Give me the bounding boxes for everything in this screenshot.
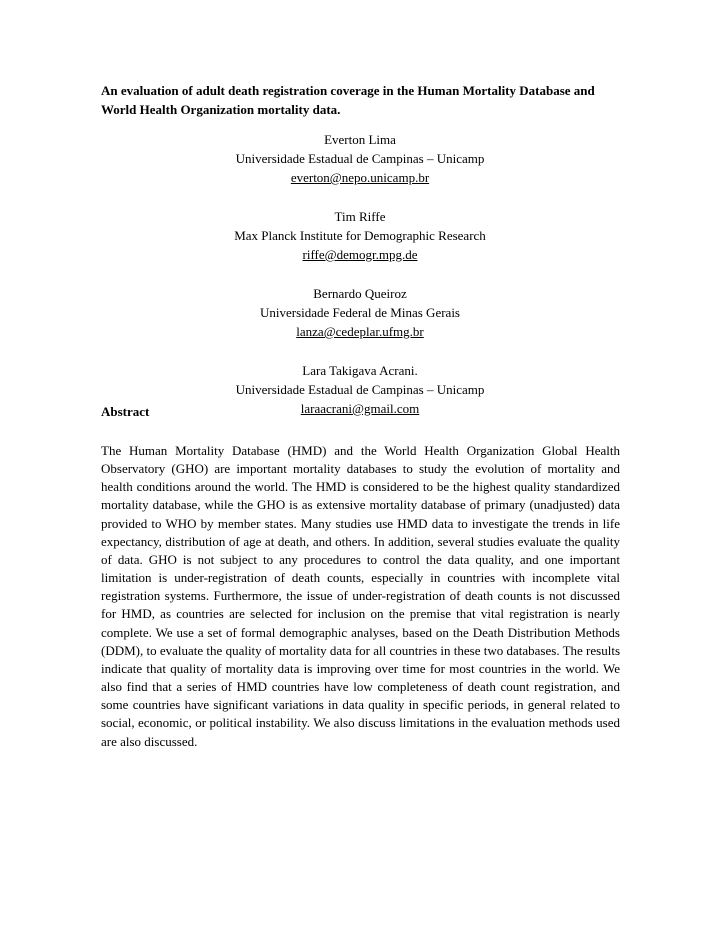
author-block-3 [0, 284, 720, 341]
author-affiliation: Universidade Estadual de Campinas – Unicamp [235, 151, 485, 166]
author-affiliation: Universidade Estadual de Campinas – Unicamp [235, 382, 485, 397]
author-affiliation: Max Planck Institute for Demographic Research [234, 228, 486, 243]
author-email-link[interactable]: everton@nepo.unicamp.br [290, 170, 430, 185]
author-name: Lara Takigava Acrani. [302, 363, 418, 378]
paper-title: An evaluation of adult death registration coverage in the Human Mortality Database and World Health Organization mortality data. [101, 83, 595, 117]
author-email-link[interactable]: laraacrani@gmail.com [300, 401, 420, 416]
author-block-2 [0, 207, 720, 264]
author-name: Bernardo Queiroz [313, 286, 407, 301]
abstract-paragraph: The Human Mortality Database (HMD) and the World Health Organization Global Health Observatory (GHO) are important mortality databases to study the evolution of mortality and health conditions around the world. The HMD is considered to be the highest quality standardized mortality database, while the GHO is as extensive mortality database of primary (unadjusted) data provided to WHO by member states. Many studies use HMD data to investigate the trends in life expectancy, distribution of age at death, and others. In addition, several studies evaluate the quality of data. GHO is not subject to any procedures to control the data quality, and one important limitation is under-registration of death counts, especially in countries with incomplete vital registration systems. Furthermore, the issue of under-registration of death counts is not discussed for HMD, as countries are selected for inclusion on the premise that vital registration is nearly complete. We use a set of formal demographic analyses, based on the Death Distribution Methods (DDM), to evaluate the quality of mortality data for all countries in these two databases. The results indicate that quality of mortality data is improving over time for most countries in the world. We also find that a series of HMD countries have low completeness of death count registration, and some countries have significant variations in data quality in specific periods, in general related to social, economic, or political instability. We also discuss limitations in the evaluation methods used are also discussed. [101, 443, 620, 749]
author-name: Everton Lima [324, 132, 396, 147]
author-name: Tim Riffe [334, 209, 386, 224]
author-block-1 [0, 130, 720, 187]
author-email-link[interactable]: lanza@cedeplar.ufmg.br [296, 324, 424, 339]
author-affiliation: Universidade Federal de Minas Gerais [260, 305, 460, 320]
author-list [0, 130, 720, 438]
author-email-link[interactable]: riffe@demogr.mpg.de [302, 247, 418, 262]
abstract-heading: Abstract [101, 404, 150, 419]
